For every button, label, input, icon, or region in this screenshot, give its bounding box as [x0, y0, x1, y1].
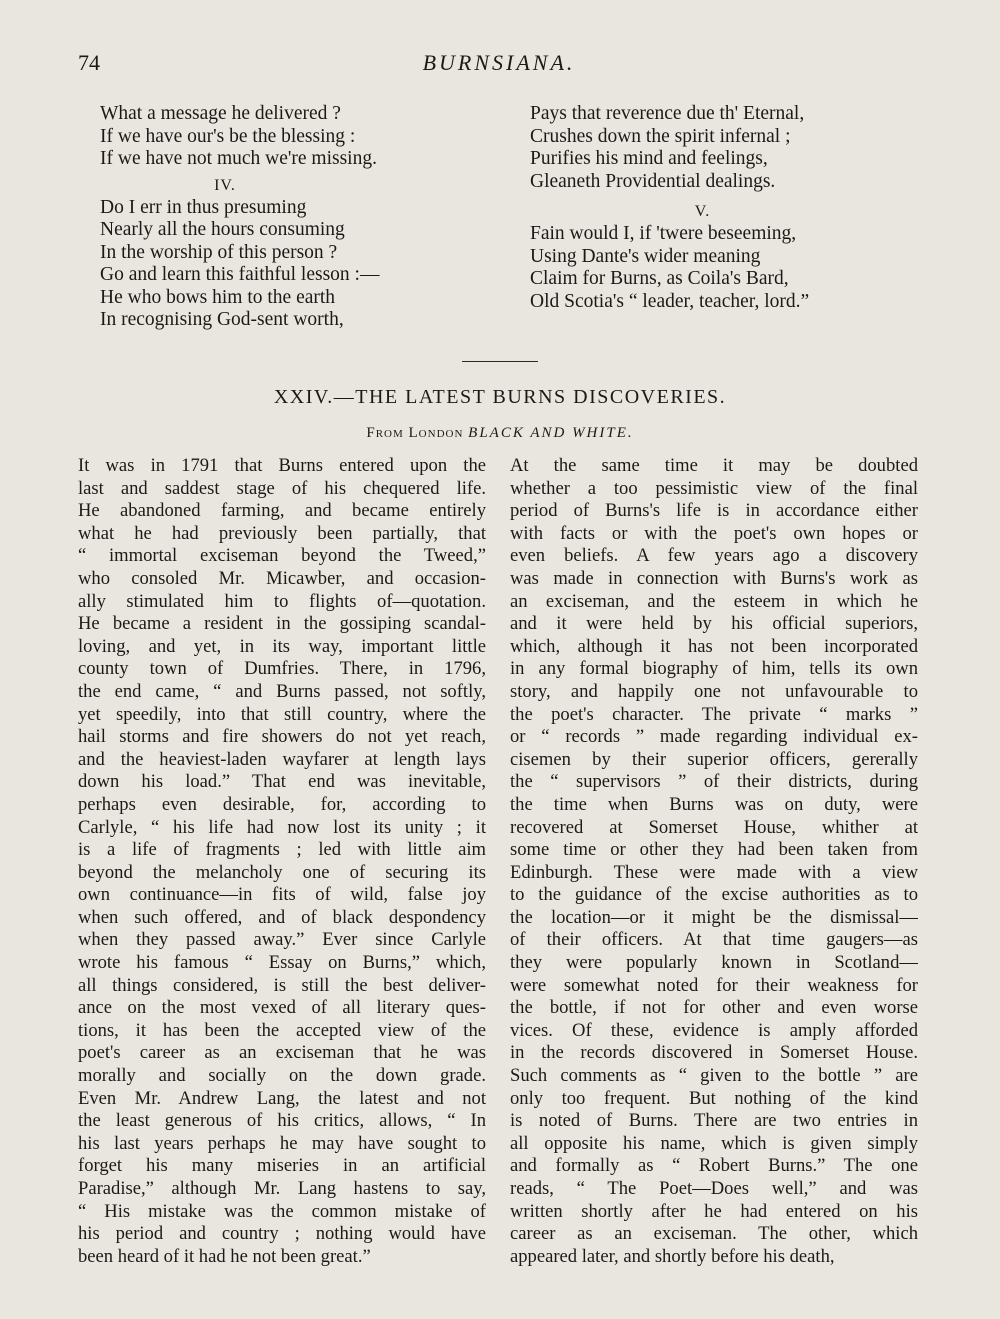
- body-text-line: an exciseman, and the esteem in which he: [510, 590, 918, 612]
- body-text-line: cisemen by their superior officers, gererally: [510, 748, 918, 770]
- body-text-line: He abandoned farming, and became entirely: [78, 500, 486, 522]
- body-left-column: [78, 455, 486, 1268]
- body-text-line: Edinburgh. These were made with a view: [510, 861, 918, 883]
- body-text-line: in any formal biography of him, tells its own: [510, 658, 918, 680]
- body-text-line: written shortly after he had entered on his: [510, 1200, 918, 1222]
- poem-left-column: [100, 103, 460, 332]
- body-text-line: and the heaviest-laden wayfarer at length lays: [78, 748, 486, 770]
- poem-line: In recognising God-sent worth,: [100, 309, 344, 330]
- poem-line: Go and learn this faithful lesson :—: [100, 264, 380, 285]
- body-text-line: the time when Burns was on duty, were: [510, 793, 918, 815]
- body-text-line: perhaps even desirable, for, according to: [78, 793, 486, 815]
- body-text-line: with facts or with the poet's own hopes or: [510, 522, 918, 544]
- page-number: 74: [78, 50, 100, 75]
- body-text-line: the end came, “ and Burns passed, not softly,: [78, 680, 486, 702]
- page-header: [78, 50, 920, 80]
- body-text-line: they were popularly known in Scotland—: [510, 952, 918, 974]
- body-text-line: were somewhat noted for their weakness for: [510, 974, 918, 996]
- article-source: [0, 425, 1000, 442]
- poem-line: Using Dante's wider meaning: [530, 245, 761, 267]
- body-text-line: his period and country ; nothing would have: [78, 1223, 486, 1245]
- body-text-line: “ His mistake was the common mistake of: [78, 1200, 486, 1222]
- body-text-line: or “ records ” made regarding individual ex-: [510, 726, 918, 748]
- body-text-line: morally and socially on the down grade.: [78, 1065, 486, 1087]
- body-text-line: the poet's character. The private “ marks ”: [510, 703, 918, 725]
- body-text-line: all opposite his name, which is given simply: [510, 1132, 918, 1154]
- poem-line: Claim for Burns, as Coila's Bard,: [530, 268, 789, 289]
- body-text-line: the location—or it might be the dismissal—: [510, 906, 918, 928]
- poem-line: If we have not much we're missing.: [100, 148, 377, 169]
- body-text-line: when such offered, and of black despondency: [78, 906, 486, 928]
- body-text-line: Carlyle, “ his life had now lost its unity ; it: [78, 816, 486, 838]
- body-text-line: “ immortal exciseman beyond the Tweed,”: [78, 545, 486, 567]
- body-text-line: only too frequent. But nothing of the kind: [510, 1087, 918, 1109]
- body-text-line: is noted of Burns. There are two entries in: [510, 1110, 918, 1132]
- poem-line: Pays that reverence due th' Eternal,: [530, 103, 805, 124]
- body-text-line: own continuance—in fits of wild, false joy: [78, 884, 486, 906]
- body-text-line: poet's career as an exciseman that he was: [78, 1042, 486, 1064]
- source-publication: BLACK AND WHITE.: [468, 425, 634, 441]
- body-text-line: beyond the melancholy one of securing its: [78, 861, 486, 883]
- body-text-line: vices. Of these, evidence is amply afforded: [510, 1019, 918, 1041]
- body-text-line: which, although it has not been incorporated: [510, 635, 918, 657]
- running-title: BURNSIANA.: [422, 50, 576, 75]
- poem-line: Do I err in thus presuming: [100, 196, 307, 218]
- body-text-line: It was in 1791 that Burns entered upon the: [78, 455, 486, 476]
- poem-line: If we have our's be the blessing :: [100, 125, 356, 147]
- body-text-line: career as an exciseman. The other, which: [510, 1223, 918, 1245]
- body-text-line: down his load.” That end was inevitable,: [78, 771, 486, 793]
- body-text-line: what he had previously been partially, that: [78, 522, 486, 544]
- body-text-line: and it were held by his official superiors,: [510, 613, 918, 635]
- body-text-line: last and saddest stage of his chequered life.: [78, 477, 486, 499]
- body-right-column: [510, 455, 918, 1268]
- poem-line: Crushes down the spirit infernal ;: [530, 125, 791, 147]
- body-text-line: some time or other they had been taken from: [510, 839, 918, 861]
- body-text-line: tions, it has been the accepted view of the: [78, 1019, 486, 1041]
- body-text-line: is a life of fragments ; led with little aim: [78, 839, 486, 861]
- body-text-line: reads, “ The Poet—Does well,” and was: [510, 1178, 918, 1199]
- source-prefix: From London: [366, 425, 464, 441]
- body-text-line: the “ supervisors ” of their districts, during: [510, 771, 918, 793]
- body-text-line: forget his many miseries in an artificial: [78, 1155, 486, 1177]
- body-text-line: his last years perhaps he may have sought to: [78, 1132, 486, 1154]
- poem-line: Old Scotia's “ leader, teacher, lord.”: [530, 290, 810, 312]
- body-text-line: Paradise,” although Mr. Lang hastens to say,: [78, 1178, 486, 1199]
- body-text-line: who consoled Mr. Micawber, and occasion-: [78, 567, 486, 589]
- poem-line: He who bows him to the earth: [100, 286, 336, 308]
- body-text-line: the bottle, if not for other and even worse: [510, 997, 918, 1019]
- body-text-line: to the guidance of the excise authorities as to: [510, 884, 918, 906]
- section-divider: [462, 361, 538, 362]
- body-text-line: Such comments as “ given to the bottle ” are: [510, 1065, 918, 1087]
- body-text-line: whether a too pessimistic view of the final: [510, 477, 918, 499]
- body-text-line: Even Mr. Andrew Lang, the latest and not: [78, 1087, 486, 1109]
- body-text-line: appeared later, and shortly before his death,: [510, 1245, 835, 1267]
- poem-line: What a message he delivered ?: [100, 103, 341, 124]
- body-text-line: He became a resident in the gossiping scandal-: [78, 613, 486, 635]
- stanza-number: V.: [694, 203, 711, 220]
- poem-line: In the worship of this person ?: [100, 241, 338, 263]
- body-text-line: yet speedily, into that still country, where the: [78, 703, 486, 725]
- poem-line: Gleaneth Providential dealings.: [530, 170, 776, 192]
- body-text-line: been heard of it had he not been great.”: [78, 1245, 371, 1267]
- body-text-line: recovered at Somerset House, whither at: [510, 816, 918, 838]
- poem-right-column: [530, 103, 930, 313]
- poem-line: Nearly all the hours consuming: [100, 219, 345, 240]
- body-text-line: ance on the most vexed of all literary ques-: [78, 997, 486, 1019]
- body-text-line: all things considered, is still the best deliver-: [78, 974, 486, 996]
- poem-line: Fain would I, if 'twere beseeming,: [530, 223, 797, 244]
- body-text-line: hail storms and fire showers do not yet reach,: [78, 726, 486, 748]
- poem-line: Purifies his mind and feelings,: [530, 148, 768, 169]
- body-text-line: At the same time it may be doubted: [510, 455, 918, 476]
- body-text-line: in the records discovered in Somerset House.: [510, 1042, 918, 1064]
- body-text-line: county town of Dumfries. There, in 1796,: [78, 658, 486, 680]
- body-text-line: ally stimulated him to flights of—quotation.: [78, 590, 486, 612]
- body-text-line: was made in connection with Burns's work as: [510, 567, 918, 589]
- body-text-line: even beliefs. A few years ago a discovery: [510, 545, 918, 567]
- body-text-line: period of Burns's life is in accordance either: [510, 500, 918, 522]
- body-text-line: when they passed away.” Ever since Carlyle: [78, 929, 486, 951]
- stanza-number: IV.: [214, 176, 236, 194]
- article-title: XXIV.—THE LATEST BURNS DISCOVERIES.: [273, 386, 727, 408]
- body-text-line: wrote his famous “ Essay on Burns,” which,: [78, 952, 486, 974]
- body-text-line: story, and happily one not unfavourable to: [510, 680, 918, 702]
- body-text-line: loving, and yet, in its way, important little: [78, 635, 486, 657]
- body-text-line: and formally as “ Robert Burns.” The one: [510, 1155, 918, 1177]
- body-text-line: the least generous of his critics, allows, “ In: [78, 1110, 486, 1132]
- body-text-line: of their officers. At that time gaugers—as: [510, 929, 918, 951]
